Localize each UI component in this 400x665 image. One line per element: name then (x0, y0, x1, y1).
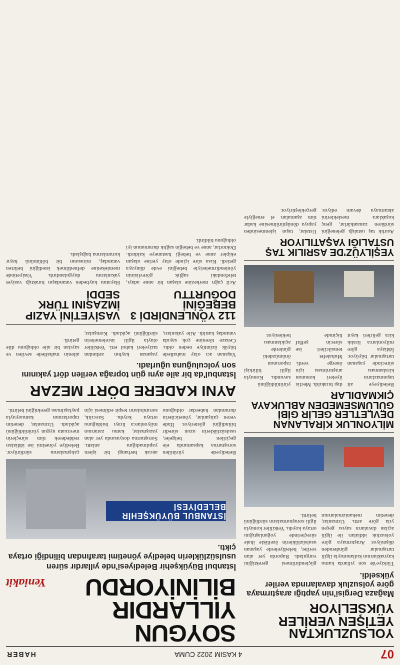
story4-right-body: Hayatını kaybeden vatandaşın bıraktığı vasiyet yakınlarını duygulandırdı. Vasiyetinde memleketine defnedilmek istediğini belirten vatandaş, mirasının bir bölümünü hayır kurumlarına bağışladı. (6, 251, 120, 286)
main-photo (6, 459, 236, 539)
newspaper-logo: Yeniakit (6, 575, 47, 590)
story1-deck: Mağaza Dergisi'nin yaptığı araştırmaya göre yolsuzluk davalarında veriler yükseldi. (246, 570, 394, 598)
page-header-bar (6, 646, 394, 661)
story3-right-headline: 112 YÖNLENDİRDİ 3 BEBEĞİNİ DOĞURTTU (130, 287, 236, 321)
divider (6, 401, 236, 402)
main-deck: İstanbul Büyükşehir Belediyesi'nde yıllardır süren usulsüzlüklerin belediye yönetimi tarafından bilindiği ortaya çıktı. (8, 543, 236, 571)
main-body: Belediyede yürütülen soruşturma kapsamında ele geçirilen belgeler, usulsüzlüklerin uzun süredir bilindiğini gösteriyor. İfade veren çalışanlar, yöneticilerin durumdan haberdar olduğunu ancak herhangi bir işlem yapılmadığını anlattı. Soruşturma dosyasında yer alan yazışmalar, kamu zararının milyonlarca lirayı bulduğunu ortaya koydu. Savcılık, sorumluların tespit edilmesi için çalışmalarını sürdürüyor. Belediye yönetimi ise iddiaları reddederek tüm süreçlerin mevzuata uygun yürütüldüğünü açıkladı. Uzmanlar, denetim raporlarının kamuoyuyla paylaşılması gerektiğini belirtti. (6, 407, 236, 456)
page-date: 4 KASIM 2022 CUMA (174, 650, 243, 658)
divider (6, 324, 236, 325)
story4-right-headline: VASİYETİNİ YAZIP İMZASINI TÜRK SEDDİ (25, 287, 120, 321)
story1-photo (244, 437, 394, 507)
story1-headline: YOLSUZLUKTAN YETİŞEN VERİLER YÜKSELİYOR (278, 601, 394, 641)
story3-body: Asırlık taş ustalığı geleneğini sürdüren zanaatkârlar, genç kuşaklara mesleklerini aktarmaya devam ediyor. Ustalar, taşın işlenmesinden yapıya dönüştürülmesine kadar tüm aşamaları el emeğiyle gerçekleştiriyor. (244, 206, 394, 234)
photo-sign: İSTANBUL BÜYÜKŞEHİR BELEDİYESİ (106, 501, 226, 521)
story2-right-body: Yaşanan acı olay mahallede büyük üzüntüye neden oldu. Cenaze törenine çok sayıda vatandaş katıldı. Aile yakınları, yaşanan kaybın ardından taziyeleri kabul etti. Yetkililer olayla ilgili incelemelerin sürdüğünü açıkladı. Komşular, ailenin mahallede sevilen ve sayılan bir aile olduğunu dile getirdi. (6, 329, 236, 357)
story2-right-headline: AYNI KADERE DÖRT MEZAR (29, 382, 236, 400)
divider (244, 432, 394, 433)
story2-right-deck: İstanbul'da bir aile aynı gün toprağa verilen dört yakınını son yolculuğuna uğurladı. (21, 360, 236, 379)
story2-headline: MİLYONLUK KİRALANAN DEVLETLER GELİR GİBİ GÜLÜMSEMEDEN ABLUKAYA ÇIKMADILAR (251, 389, 394, 429)
page-number: 07 (380, 647, 394, 661)
story2-body: Belediyeye ait taşınmazların kiralanması sürecinde yaşanan tartışmalar büyüyor. İddiaya göre milyonlarca liralık kira gelirleri kayıt dışı bırakıldı. Meclis üyeleri konunun araştırılması için önerge verdi. Muhalefet temsilcileri ise sürecin şeffaf biçimde yürütüldüğünü savundu. Konuyla ilgili bilirkişi raporunun önümüzdeki günlerde açıklanması bekleniyor. (244, 331, 394, 387)
section-name: HABER (6, 650, 36, 658)
divider (244, 260, 394, 261)
right-column (6, 236, 236, 646)
story2-photo (244, 265, 394, 327)
main-headline: SOYGUN YILLARDIR BİLİNİYORDU (85, 573, 236, 646)
story3-headline: YEŞİLYÜZ'DE ASRILIK TAŞ USTALIĞI YAŞATILIYOR (265, 236, 394, 257)
story3-right-body: Acil çağrı merkezine ulaşan bir anne adayı, telefondaki sağlık görevlisinin yönlendirmeleriyle bebeğini evde dünyaya getirdi. Kısa süre içinde olay yerine ulaşan ekipler anne ve bebeği hastaneye kaldırdı. Doktorlar, anne ve bebeğin sağlık durumunun iyi olduğunu bildirdi. (126, 237, 236, 286)
story1-body: Türkiye'de son yıllarda kamu kaynaklarının kullanımıyla ilgili tartışmalar gündemden düşmüyor. Araştırmaya göre yolsuzluk iddiaları ile ilgili açılan davaların sayısı geçen yıla göre arttı. Uzmanlar, denetim mekanizmalarının güçlendirilmesi gerektiğini vurguladı. Raporda yer alan veriler, belediyelerde yaşanan usulsüzlüklerin özellikle ihale süreçlerinde yoğunlaştığını ortaya koydu. Yetkililer konuyla ilgili soruşturmaların sürdüğünü belirtti. (244, 511, 394, 567)
left-column (244, 206, 394, 643)
